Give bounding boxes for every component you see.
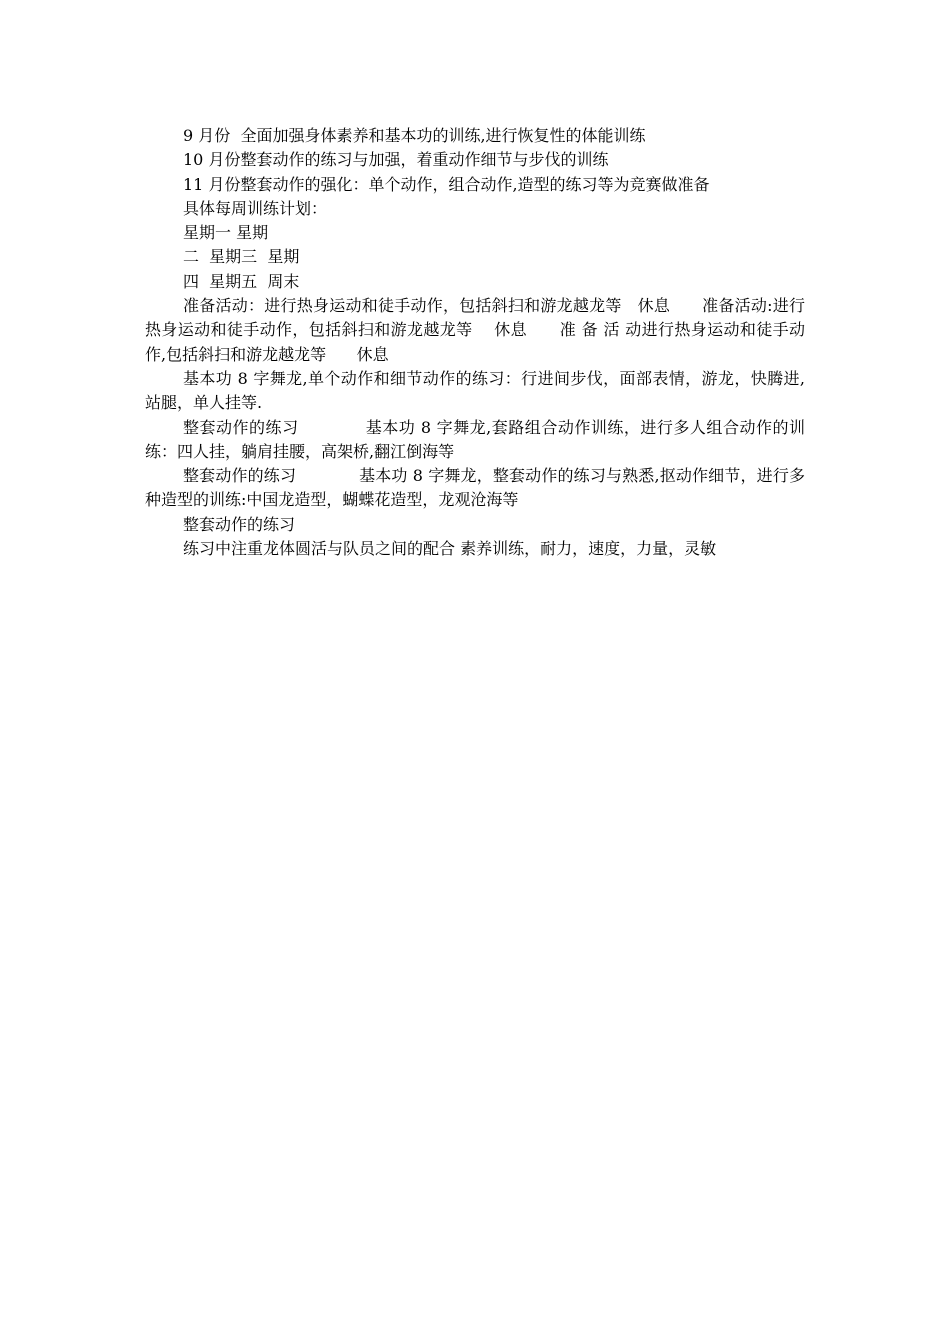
routine-formation-paragraph: 整套动作的练习 基本功 8 字舞龙，整套动作的练习与熟悉,抠动作细节，进行多种造型的训练:中国龙造型，蝴蝶花造型，龙观沧海等: [145, 466, 805, 510]
weekday-header-line-2: 二 星期三 星期: [183, 247, 300, 267]
basics-paragraph: 基本功 8 字舞龙,单个动作和细节动作的练习：行进间步伐，面部表情，游龙，快腾进,站腿，单人挂等.: [145, 368, 805, 413]
plan-october: 10 月份整套动作的练习与加强，着重动作细节与步伐的训练: [183, 150, 609, 170]
warmup-paragraph: 准备活动：进行热身运动和徒手动作，包括斜扫和游龙越龙等 休息 准备活动:进行热身运动和徒手动作，包括斜扫和游龙越龙等 休息 准 备 活 动进行热身运动和徒手动作,包括斜扫和游龙越龙等 休息: [145, 296, 805, 364]
fitness-paragraph: 练习中注重龙体圆活与队员之间的配合 素养训练，耐力，速度，力量，灵敏: [183, 539, 717, 559]
plan-november: 11 月份整套动作的强化：单个动作，组合动作,造型的练习等为竞赛做准备: [183, 174, 710, 194]
routine-combination-paragraph: 整套动作的练习 基本功 8 字舞龙,套路组合动作训练，进行多人组合动作的训练：四人挂，躺肩挂腰，高架桥,翻江倒海等: [145, 417, 805, 461]
document-body: [145, 124, 805, 561]
plan-september: 9 月份 全面加强身体素养和基本功的训练,进行恢复性的体能训练: [183, 126, 646, 145]
routine-practice-paragraph: 整套动作的练习: [183, 514, 296, 534]
weekday-header-line-1: 星期一 星期: [183, 223, 269, 243]
weekly-plan-heading: 具体每周训练计划：: [183, 198, 328, 218]
weekday-header-line-3: 四 星期五 周末: [183, 271, 300, 291]
